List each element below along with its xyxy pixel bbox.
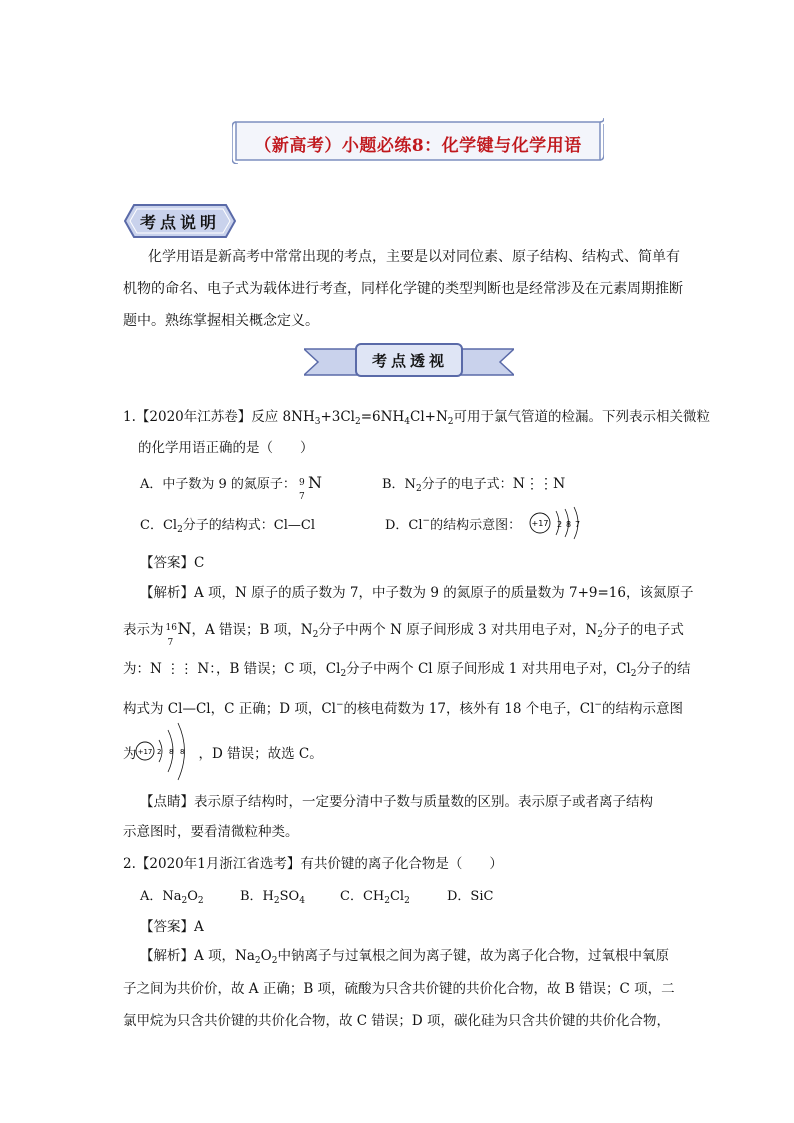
analysis-text: ，A 错误；B 项，N bbox=[191, 622, 313, 638]
mass-number: 9 bbox=[298, 478, 305, 488]
answer-value: C bbox=[194, 555, 205, 571]
q1-option-c[interactable] bbox=[140, 514, 315, 535]
answer-value: A bbox=[194, 919, 204, 935]
nucleus-label: +17 bbox=[137, 748, 153, 756]
q1-number: 1. bbox=[123, 409, 136, 425]
q1-stem-part: 可用于氯气管道的检漏。下列表示相关微粒 bbox=[453, 409, 710, 425]
sub-num: 2 bbox=[177, 525, 183, 535]
n2-electron-formula: N⋮⋮N bbox=[512, 476, 566, 492]
q1-stem-part: Cl+N bbox=[409, 409, 448, 425]
intro-line-2: 机物的命名、电子式为载体进行考查，同样化学键的类型判断也是经常涉及在元素周期推断 bbox=[123, 281, 683, 297]
analysis-text: 分子的结 bbox=[636, 661, 691, 677]
sub-num: 2 bbox=[355, 417, 361, 427]
q2-stem bbox=[123, 852, 503, 872]
sub-num: 2 bbox=[181, 896, 188, 906]
section1-badge-label: 考点说明 bbox=[139, 213, 220, 232]
mass-number: 16 bbox=[165, 623, 177, 633]
analysis-text: 分子的电子式 bbox=[602, 622, 684, 638]
option-d-text: D．Cl bbox=[385, 518, 423, 533]
shell-3-count: 8 bbox=[180, 748, 185, 756]
q1-analysis-line-4 bbox=[123, 697, 683, 717]
option-c-text: C．CH bbox=[340, 889, 385, 904]
section2-badge-label: 考点透视 bbox=[371, 352, 448, 370]
analysis-text: 为 bbox=[123, 746, 137, 762]
sub-num: 3 bbox=[314, 417, 321, 427]
q1-stem-line-1 bbox=[123, 405, 710, 427]
q2-option-d[interactable]: D．SiC bbox=[447, 889, 494, 904]
cl-atom-structure-diagram bbox=[528, 506, 588, 540]
option-c-text: Cl bbox=[389, 889, 405, 904]
nitrogen-symbol: N bbox=[307, 473, 322, 492]
analysis-label: 【解析】 bbox=[140, 585, 194, 601]
page-title: （新高考）小题必练8：化学键与化学用语 bbox=[254, 136, 582, 156]
option-c-text: 分子的结构式：Cl—Cl bbox=[182, 518, 316, 533]
q1-answer bbox=[140, 551, 204, 571]
sub-num: 2 bbox=[404, 896, 410, 906]
atomic-number: 7 bbox=[167, 638, 174, 648]
q2-option-b[interactable] bbox=[240, 885, 305, 906]
q1-tip-line-2: 示意图时，要看清微粒种类。 bbox=[123, 824, 299, 840]
q2-analysis-line-2: 子之间为共价价，故 A 正确；B 项，硫酸为只含共价键的共价化合物，故 B 错误；C 项，二 bbox=[123, 981, 675, 997]
cl-ion-structure-diagram bbox=[134, 722, 194, 782]
q2-stem-text: 有共价键的离子化合物是（ ） bbox=[300, 856, 503, 872]
analysis-text: A 项，N 原子的质子数为 7，中子数为 9 的氮原子的质量数为 7+9=16，该氮原子 bbox=[194, 585, 694, 601]
shell-2-count: 8 bbox=[169, 748, 174, 756]
charge-sign: − bbox=[422, 516, 431, 526]
analysis-text: 为：N ⋮⋮ N：，B 错误；C 项，Cl bbox=[123, 661, 341, 677]
option-a-text: A．中子数为 9 的氮原子： bbox=[140, 477, 296, 492]
sub-num: 2 bbox=[447, 417, 454, 427]
analysis-text: 分子中两个 Cl 原子间形成 1 对共用电子对，Cl bbox=[346, 661, 631, 677]
option-d-text: 的结构示意图： bbox=[430, 518, 522, 533]
sub-num: 2 bbox=[197, 896, 204, 906]
nitrogen-symbol: N bbox=[177, 619, 192, 638]
q1-analysis-line-1 bbox=[140, 581, 693, 601]
charge-sign: − bbox=[594, 700, 602, 710]
analysis-text: A 项，Na bbox=[194, 948, 255, 964]
q1-analysis-line-3 bbox=[123, 657, 690, 679]
analysis-label: 【解析】 bbox=[140, 948, 194, 964]
q1-stem-part: +3Cl bbox=[320, 409, 356, 425]
intro-line-1: 化学用语是新高考中常常出现的考点，主要是以对同位素、原子结构、结构式、简单有 bbox=[148, 249, 680, 265]
tip-text: 表示原子结构时，一定要分清中子数与质量数的区别。表示原子或者离子结构 bbox=[194, 794, 653, 810]
nucleus-label: +17 bbox=[531, 519, 549, 528]
option-b-text: SO bbox=[279, 889, 300, 904]
intro-line-3: 题中。熟练掌握相关概念定义。 bbox=[123, 313, 319, 329]
shell-1-count: 2 bbox=[557, 520, 563, 529]
analysis-text: 中钠离子与过氧根之间为离子键，故为离子化合物，过氧根中氧原 bbox=[277, 948, 669, 964]
tip-label: 【点睛】 bbox=[140, 794, 194, 810]
q2-source: 【2020年1月浙江省选考】 bbox=[135, 856, 301, 872]
sub-num: 4 bbox=[404, 417, 410, 427]
analysis-text: 的核电荷数为 17，核外有 18 个电子，Cl bbox=[343, 701, 595, 717]
sub-num: 2 bbox=[415, 484, 422, 494]
shell-2-count: 8 bbox=[566, 520, 572, 529]
q1-tip-line-1 bbox=[140, 790, 653, 810]
q1-option-d[interactable] bbox=[385, 514, 521, 533]
q2-analysis-line-1: 【解析】A 项，$Na_2O_2$中钠离子与过氧根之间为离子键，故为离子化合物，过氧根中氧原 bbox=[140, 948, 669, 966]
q2-number: 2. bbox=[123, 856, 136, 872]
q1-analysis-line-2 bbox=[123, 618, 684, 648]
sub-num: 2 bbox=[254, 956, 261, 966]
option-b-text: B．H bbox=[240, 889, 274, 904]
q2-answer bbox=[140, 915, 204, 935]
analysis-text: 构式为 Cl—Cl，C 正确；D 项，Cl bbox=[123, 701, 336, 717]
sub-num: 2 bbox=[340, 669, 347, 679]
option-b-text: 分子的电子式： bbox=[421, 477, 513, 492]
sub-num: 2 bbox=[312, 630, 319, 640]
analysis-text: 分子中两个 N 原子间形成 3 对共用电子对，N bbox=[318, 622, 598, 638]
atomic-number: 7 bbox=[298, 492, 305, 502]
q1-option-a[interactable] bbox=[140, 473, 322, 502]
answer-label: 【答案】 bbox=[140, 555, 194, 571]
sub-num: 2 bbox=[597, 630, 603, 640]
q2-option-c[interactable] bbox=[340, 885, 410, 906]
q1-option-b[interactable] bbox=[382, 473, 565, 494]
option-a-text: A．Na bbox=[140, 889, 182, 904]
analysis-text: 的结构示意图 bbox=[601, 701, 683, 717]
option-b-text: B．N bbox=[382, 477, 416, 492]
charge-sign: − bbox=[335, 700, 344, 710]
q1-stem-line-2: 的化学用语正确的是（ ） bbox=[138, 440, 314, 456]
sub-num: 2 bbox=[271, 956, 278, 966]
analysis-text: 表示为 bbox=[123, 622, 164, 638]
q1-stem-part: =6NH bbox=[360, 409, 405, 425]
sub-num: 2 bbox=[273, 896, 280, 906]
q2-option-a[interactable]: A．$Na_2O_2$ bbox=[140, 889, 204, 906]
q2-analysis-line-3: 氯甲烷为只含共价键的共价化合物，故 C 错误；D 项，碳化硅为只含共价键的共价化合物， bbox=[123, 1013, 671, 1029]
option-c-text: C．Cl bbox=[140, 518, 178, 533]
q1-stem-part: 反应 8NH bbox=[251, 409, 315, 425]
sub-num: 2 bbox=[630, 669, 637, 679]
sub-num: 4 bbox=[299, 896, 305, 906]
sub-num: 2 bbox=[384, 896, 390, 906]
q1-source: 【2020年江苏卷】 bbox=[135, 409, 252, 425]
shell-1-count: 2 bbox=[157, 748, 162, 756]
analysis-text: ，D 错误；故选 C。 bbox=[198, 746, 323, 762]
shell-3-count: 7 bbox=[575, 520, 581, 529]
answer-label: 【答案】 bbox=[140, 919, 194, 935]
